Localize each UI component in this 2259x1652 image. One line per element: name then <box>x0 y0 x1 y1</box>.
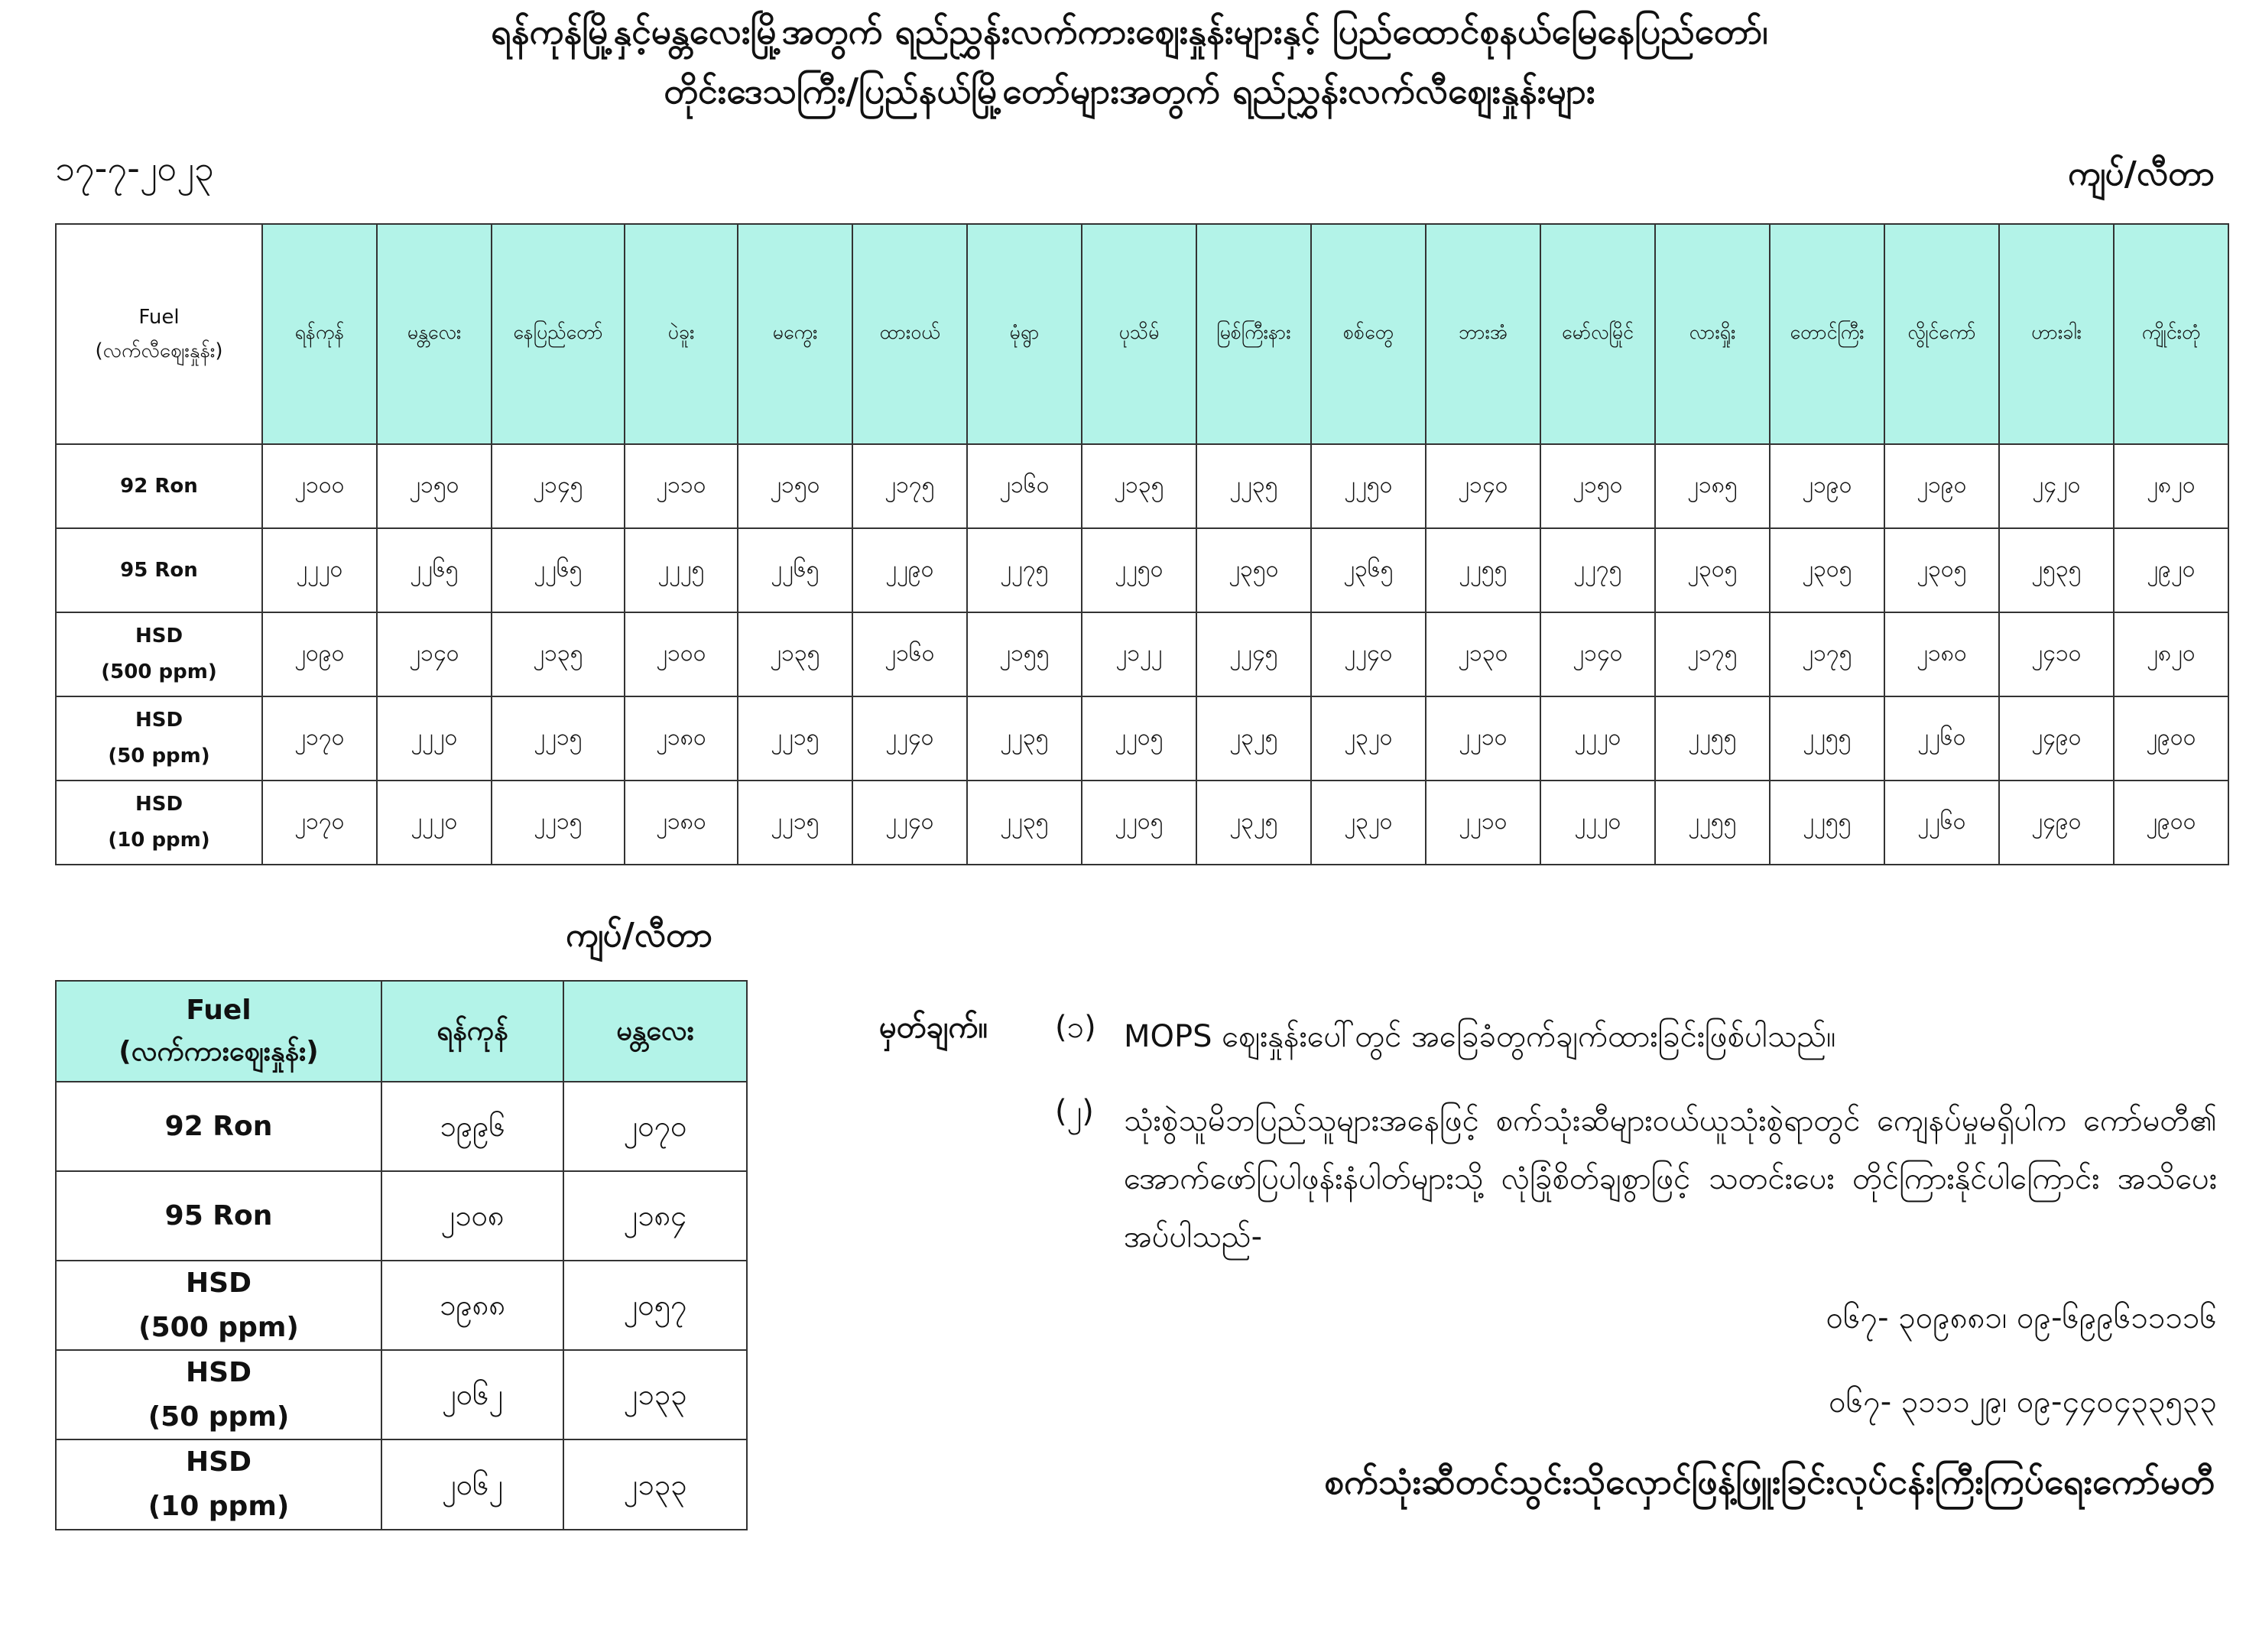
city-header: စစ်တွေ <box>1311 224 1426 444</box>
price-cell: ၂၀၉၀ <box>262 612 377 696</box>
fuel-type-sublabel: (50 ppm) <box>148 1400 290 1433</box>
price-cell: ၂၁၇၅ <box>1655 612 1770 696</box>
price-cell: ၂၂၅၀ <box>1311 444 1426 528</box>
fuel-type-sublabel: (50 ppm) <box>108 745 210 768</box>
table-row <box>56 1171 747 1261</box>
price-cell: ၂၂၂၀ <box>1540 781 1655 865</box>
committee-name: စက်သုံးဆီတင်သွင်းသိုလှောင်ဖြန့်ဖြူးခြင်းလုပ်ငန်းကြီးကြပ်ရေးကော်မတီ <box>1324 1461 2215 1502</box>
fuel-type-label: HSD <box>135 625 183 648</box>
fuel-type-cell <box>56 1082 381 1171</box>
wholesale-corner-header <box>56 981 381 1082</box>
price-cell: ၂၁၃၅ <box>492 612 625 696</box>
fuel-type-cell <box>56 1350 381 1439</box>
price-cell: ၂၁၈၀ <box>1884 612 1999 696</box>
fuel-type-label: HSD <box>186 1446 252 1478</box>
title-line-1: ရန်ကုန်မြို့နှင့်မန္တလေးမြို့အတွက် ရည်ညွှန်းလက်ကားဈေးနှုန်းများနှင့် ပြည်ထောင်စုနယ်မြေနေပြည်တော်၊ <box>491 11 1768 52</box>
price-cell: ၂၁၇၅ <box>1770 612 1884 696</box>
fuel-type-label: 95 Ron <box>120 558 198 582</box>
corner-sublabel: (လက်လီဈေးနှုန်း) <box>95 339 223 362</box>
fuel-type-label: HSD <box>186 1357 252 1389</box>
price-cell: ၂၂၆၅ <box>492 528 625 612</box>
price-cell: ၂၂၄၀ <box>1311 612 1426 696</box>
note-2-text: သုံးစွဲသူမိဘပြည်သူများအနေဖြင့် စက်သုံးဆီများဝယ်ယူသုံးစွဲရာတွင် ကျေနပ်မှုမရှိပါက ကော်မတီ၏ အောက်ဖော်ပြပါဖုန်းနံပါတ်များသို့ လုံခြုံစိတ်ချစွာဖြင့် သတင်းပေး တိုင်ကြားနိုင်ပါကြောင်း အသိပေးအပ်ပါသည်- <box>1124 1103 2217 1254</box>
price-cell: ၂၁၈၅ <box>1655 444 1770 528</box>
city-header: မန္တလေး <box>563 981 747 1082</box>
price-cell: ၂၄၂၀ <box>1999 444 2114 528</box>
fuel-type-cell <box>56 528 262 612</box>
price-cell: ၂၃၅၀ <box>1196 528 1311 612</box>
price-cell: ၂၈၂၀ <box>2114 612 2228 696</box>
table-row <box>56 1439 747 1529</box>
price-cell: ၂၀၅၇ <box>563 1261 747 1350</box>
price-cell: ၂၂၂၀ <box>377 696 492 781</box>
phone-numbers-1: ၀၆၇- ၃၀၉၈၈၁၊ ၀၉-၆၉၉၆၁၁၁၁၆ <box>1826 1300 2217 1336</box>
price-cell: ၂၂၆၅ <box>377 528 492 612</box>
city-header: တောင်ကြီး <box>1770 224 1884 444</box>
price-cell: ၂၂၄၀ <box>852 696 967 781</box>
fuel-type-label: HSD <box>135 793 183 816</box>
fuel-type-sublabel: (10 ppm) <box>108 829 210 852</box>
price-cell: ၂၃၀၅ <box>1884 528 1999 612</box>
corner-sublabel: (လက်ကားဈေးနှုန်း) <box>118 1036 319 1067</box>
price-cell: ၂၂၄၀ <box>852 781 967 865</box>
price-cell: ၂၁၀၀ <box>625 612 738 696</box>
price-cell: ၂၀၆၂ <box>381 1350 563 1439</box>
table-row <box>56 612 2228 696</box>
price-cell: ၂၁၅၀ <box>377 444 492 528</box>
price-cell: ၂၃၂၅ <box>1196 696 1311 781</box>
price-cell: ၂၁၅၀ <box>738 444 852 528</box>
price-cell: ၂၃၀၅ <box>1770 528 1884 612</box>
price-cell: ၂၂၁၅ <box>738 696 852 781</box>
price-cell: ၂၂၁၅ <box>492 781 625 865</box>
price-cell: ၂၂၂၀ <box>1540 696 1655 781</box>
price-cell: ၁၉၈၈ <box>381 1261 563 1350</box>
fuel-type-cell <box>56 781 262 865</box>
price-cell: ၂၁၈၄ <box>563 1171 747 1261</box>
city-header: ရန်ကုန် <box>262 224 377 444</box>
price-cell: ၂၁၄၅ <box>492 444 625 528</box>
corner-label: Fuel <box>138 305 180 329</box>
date: ၁၇-၇-၂၀၂၃ <box>55 148 214 189</box>
note-1-text: MOPS ဈေးနှုန်းပေါ်တွင် အခြေခံတွက်ချက်ထားခြင်းဖြစ်ပါသည်။ <box>1124 1019 1836 1054</box>
city-header: ဟားခါး <box>1999 224 2114 444</box>
retail-price-table <box>55 223 2229 865</box>
price-cell: ၂၂၃၅ <box>1196 444 1311 528</box>
table-row <box>56 1350 747 1439</box>
price-cell: ၂၁၃၀ <box>1426 612 1540 696</box>
price-cell: ၂၂၅၅ <box>1426 528 1540 612</box>
title-line-2: တိုင်းဒေသကြီး/ပြည်နယ်မြို့တော်များအတွက် ရည်ညွှန်းလက်လီဈေးနှုန်းများ <box>664 70 1595 112</box>
city-header: လားရှိုး <box>1655 224 1770 444</box>
fuel-type-sublabel: (500 ppm) <box>101 660 217 683</box>
fuel-type-cell <box>56 1439 381 1529</box>
city-header: မန္တလေး <box>377 224 492 444</box>
price-cell: ၂၄၁၀ <box>1999 612 2114 696</box>
wholesale-header-row <box>56 981 747 1082</box>
price-cell: ၂၁၆၀ <box>852 612 967 696</box>
price-cell: ၂၁၄၀ <box>1426 444 1540 528</box>
city-header: ကျိုင်းတုံ <box>2114 224 2228 444</box>
price-cell: ၂၂၁၀ <box>1426 696 1540 781</box>
price-cell: ၂၄၉၀ <box>1999 781 2114 865</box>
price-cell: ၂၉၂၀ <box>2114 528 2228 612</box>
price-cell: ၂၁၃၅ <box>738 612 852 696</box>
table-row <box>56 1261 747 1350</box>
notes-label: မှတ်ချက်။ <box>879 1010 988 1045</box>
city-header: ထားဝယ် <box>852 224 967 444</box>
city-header: နေပြည်တော် <box>492 224 625 444</box>
note-2-number: (၂) <box>1055 1094 1094 1129</box>
city-header: မကွေး <box>738 224 852 444</box>
phone-numbers-2: ၀၆၇- ၃၁၁၁၂၉၊ ၀၉-၄၄၀၄၃၃၅၃၃ <box>1829 1384 2217 1420</box>
city-header: ရန်ကုန် <box>381 981 563 1082</box>
price-cell: ၁၉၉၆ <box>381 1082 563 1171</box>
price-cell: ၂၃၂၀ <box>1311 696 1426 781</box>
city-header: လွိုင်ကော် <box>1884 224 1999 444</box>
price-cell: ၂၂၂၅ <box>625 528 738 612</box>
price-cell: ၂၁၉၀ <box>1884 444 1999 528</box>
fuel-type-cell <box>56 444 262 528</box>
price-cell: ၂၂၅၅ <box>1770 696 1884 781</box>
price-cell: ၂၂၀၅ <box>1082 696 1196 781</box>
price-cell: ၂၂၇၅ <box>1540 528 1655 612</box>
price-cell: ၂၂၅၅ <box>1655 781 1770 865</box>
fuel-type-label: 92 Ron <box>164 1110 273 1142</box>
table-row <box>56 696 2228 781</box>
price-cell: ၂၁၂၂ <box>1082 612 1196 696</box>
table-row <box>56 1082 747 1171</box>
fuel-type-sublabel: (10 ppm) <box>148 1490 290 1522</box>
price-cell: ၂၅၃၅ <box>1999 528 2114 612</box>
price-cell: ၂၁၈၀ <box>625 781 738 865</box>
price-cell: ၂၁၁၀ <box>625 444 738 528</box>
fuel-type-cell <box>56 1261 381 1350</box>
fuel-type-cell <box>56 1171 381 1261</box>
retail-header-row <box>56 224 2228 444</box>
price-cell: ၂၂၁၅ <box>492 696 625 781</box>
price-cell: ၂၁၀၈ <box>381 1171 563 1261</box>
price-cell: ၂၁၇၀ <box>262 696 377 781</box>
price-cell: ၂၂၃၅ <box>967 696 1082 781</box>
city-header: ဘားအံ <box>1426 224 1540 444</box>
price-cell: ၂၁၇၅ <box>852 444 967 528</box>
price-cell: ၂၈၂၀ <box>2114 444 2228 528</box>
fuel-type-label: HSD <box>135 709 183 732</box>
price-cell: ၂၁၄၀ <box>377 612 492 696</box>
price-cell: ၂၂၅၅ <box>1770 781 1884 865</box>
price-cell: ၂၃၀၅ <box>1655 528 1770 612</box>
price-cell: ၂၂၀၅ <box>1082 781 1196 865</box>
price-cell: ၂၂၆၀ <box>1884 781 1999 865</box>
price-cell: ၂၁၅၅ <box>967 612 1082 696</box>
fuel-type-sublabel: (500 ppm) <box>138 1311 299 1343</box>
retail-corner-header <box>56 224 262 444</box>
city-header: မြစ်ကြီးနား <box>1196 224 1311 444</box>
price-cell: ၂၁၇၀ <box>262 781 377 865</box>
city-header: မော်လမြိုင် <box>1540 224 1655 444</box>
price-cell: ၂၂၄၅ <box>1196 612 1311 696</box>
wholesale-price-table <box>55 980 748 1530</box>
price-cell: ၂၁၆၀ <box>967 444 1082 528</box>
price-cell: ၂၁၉၀ <box>1770 444 1884 528</box>
price-cell: ၂၃၆၅ <box>1311 528 1426 612</box>
price-cell: ၂၂၂၀ <box>377 781 492 865</box>
price-cell: ၂၁၃၃ <box>563 1439 747 1529</box>
fuel-type-cell <box>56 612 262 696</box>
price-cell: ၂၂၉၀ <box>852 528 967 612</box>
price-cell: ၂၉၀၀ <box>2114 781 2228 865</box>
price-cell: ၂၂၃၅ <box>967 781 1082 865</box>
price-cell: ၂၂၅၅ <box>1655 696 1770 781</box>
price-cell: ၂၀၇၀ <box>563 1082 747 1171</box>
note-1-number: (၁) <box>1055 1010 1096 1045</box>
price-cell: ၂၉၀၀ <box>2114 696 2228 781</box>
unit-label: ကျပ်/လီတာ <box>2068 154 2215 193</box>
price-cell: ၂၁၀၀ <box>262 444 377 528</box>
table-row <box>56 528 2228 612</box>
price-cell: ၂၂၂၀ <box>262 528 377 612</box>
fuel-type-label: 92 Ron <box>120 474 198 498</box>
price-cell: ၂၂၁၀ <box>1426 781 1540 865</box>
price-cell: ၂၀၆၂ <box>381 1439 563 1529</box>
price-cell: ၂၁၃၃ <box>563 1350 747 1439</box>
price-cell: ၂၂၆၀ <box>1884 696 1999 781</box>
price-cell: ၂၄၉၀ <box>1999 696 2114 781</box>
price-cell: ၂၂၁၅ <box>738 781 852 865</box>
fuel-type-label: 95 Ron <box>164 1199 273 1232</box>
table-row <box>56 444 2228 528</box>
table-row <box>56 781 2228 865</box>
corner-label: Fuel <box>186 995 252 1026</box>
price-cell: ၂၁၃၅ <box>1082 444 1196 528</box>
city-header: ပုသိမ် <box>1082 224 1196 444</box>
price-cell: ၂၃၂၅ <box>1196 781 1311 865</box>
city-header: မုံရွာ <box>967 224 1082 444</box>
wholesale-unit-label: ကျပ်/လီတာ <box>566 916 712 955</box>
fuel-type-label: HSD <box>186 1267 252 1299</box>
price-cell: ၂၁၄၀ <box>1540 612 1655 696</box>
price-cell: ၂၂၅၀ <box>1082 528 1196 612</box>
price-cell: ၂၂၇၅ <box>967 528 1082 612</box>
fuel-type-cell <box>56 696 262 781</box>
price-cell: ၂၁၅၀ <box>1540 444 1655 528</box>
price-cell: ၂၁၈၀ <box>625 696 738 781</box>
price-cell: ၂၃၂၀ <box>1311 781 1426 865</box>
price-cell: ၂၂၆၅ <box>738 528 852 612</box>
city-header: ပဲခူး <box>625 224 738 444</box>
